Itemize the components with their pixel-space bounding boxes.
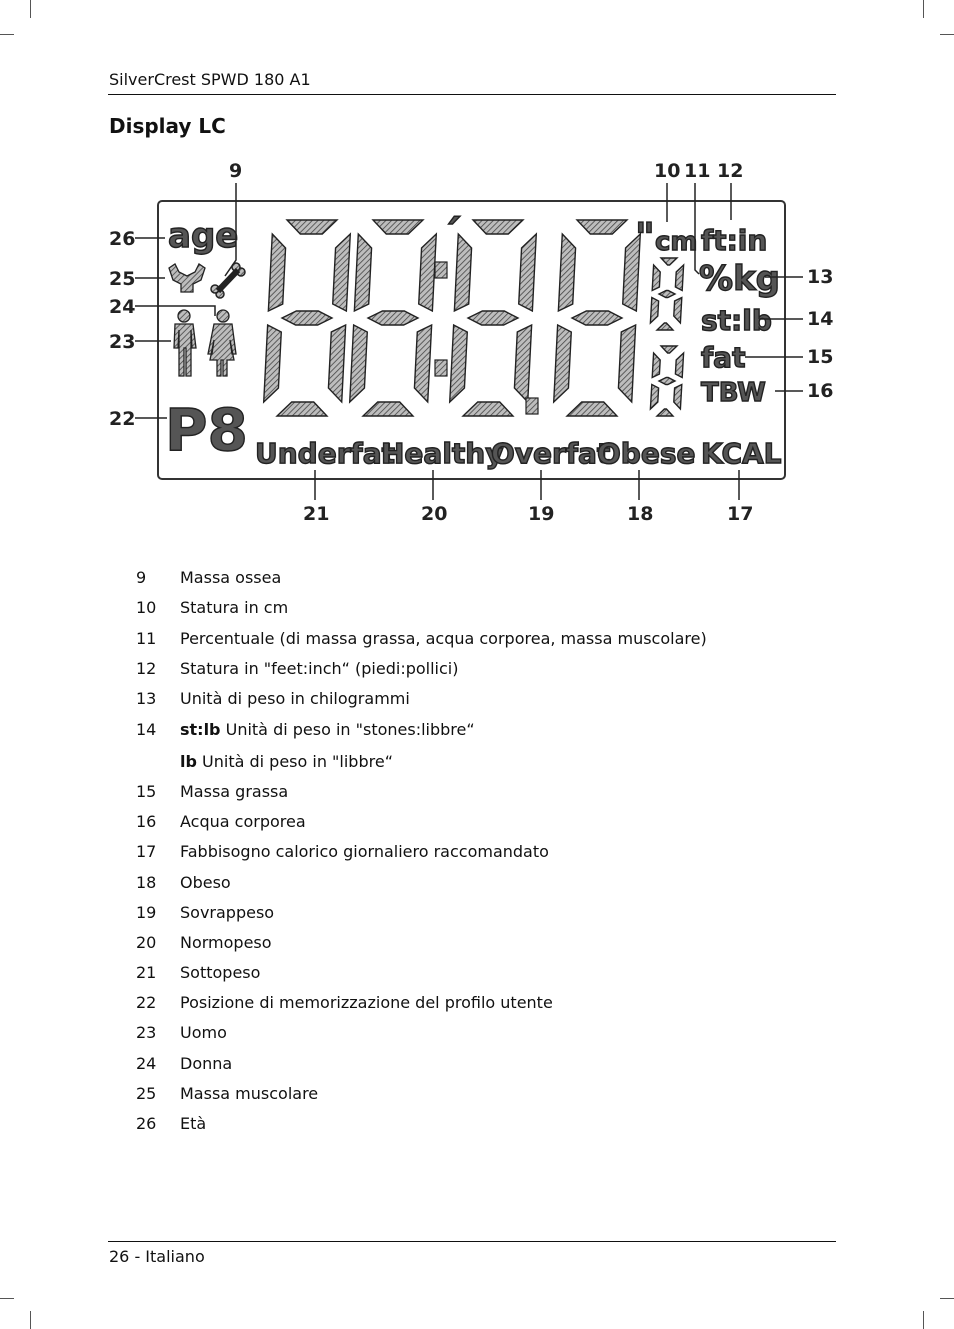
- callout-26: 26: [109, 228, 136, 250]
- lcd-diagram: [105, 150, 835, 530]
- crop-mark: [30, 0, 31, 18]
- lcd-segment: [373, 220, 423, 234]
- lcd-segment: [419, 234, 437, 311]
- lcd-segment: [657, 323, 673, 330]
- indicator-stlb: st:lb: [701, 304, 772, 337]
- man-icon: [174, 310, 196, 376]
- lcd-segment: [287, 220, 337, 234]
- lcd-segment: [328, 325, 345, 402]
- lcd-segment: [519, 234, 537, 311]
- lcd-segment: [473, 220, 523, 234]
- lcd-segment: [618, 325, 635, 402]
- lcd-segment: [354, 234, 371, 311]
- lcd-segment: [675, 353, 683, 378]
- callout-19: 19: [528, 503, 555, 525]
- crop-mark: [0, 1298, 14, 1299]
- indicator-kcal: KCAL: [701, 437, 782, 470]
- callout-13: 13: [807, 266, 834, 288]
- page-number: 26 - Italiano: [109, 1247, 205, 1266]
- lcd-segment: [514, 325, 531, 402]
- small-digits: [650, 258, 683, 416]
- lcd-segment: [450, 325, 468, 402]
- indicator-age: age: [168, 216, 239, 256]
- crop-mark: [923, 0, 924, 18]
- indicator-ftin: ft:in: [701, 224, 768, 257]
- lcd-segment: [674, 385, 682, 410]
- lcd-segment: [572, 311, 622, 325]
- lcd-segment: [554, 325, 572, 402]
- muscle-icon: [169, 264, 205, 292]
- lcd-segment: [333, 234, 351, 311]
- callout-9: 9: [229, 160, 243, 182]
- lcd-segment: [264, 325, 282, 402]
- lcd-segment: [659, 291, 675, 298]
- woman-icon: [208, 310, 236, 376]
- lcd-segment: [368, 311, 418, 325]
- lcd-segment: [661, 346, 677, 353]
- callout-18: 18: [627, 503, 654, 525]
- indicator-cm: cm: [655, 227, 698, 257]
- indicator-pct-kg: %kg: [699, 259, 781, 299]
- lcd-segment: [659, 378, 675, 385]
- callout-10: 10: [654, 160, 681, 182]
- callout-15: 15: [807, 346, 834, 368]
- callout-21: 21: [303, 503, 330, 525]
- callout-23: 23: [109, 331, 136, 353]
- scale-healthy: Healthy: [381, 437, 504, 470]
- running-header: SilverCrest SPWD 180 A1: [109, 70, 311, 89]
- scale-overfat: Overfat: [491, 437, 611, 470]
- section-title: Display LC: [109, 114, 226, 138]
- bone-icon: [211, 263, 245, 298]
- crop-mark: [940, 34, 954, 35]
- header-rule: [108, 94, 836, 95]
- lcd-segment: [350, 325, 368, 402]
- indicator-profile: P8: [165, 396, 248, 464]
- lcd-segment: [567, 402, 617, 416]
- lcd-segment: [558, 234, 575, 311]
- callout-16: 16: [807, 380, 834, 402]
- callout-17: 17: [727, 503, 754, 525]
- scale-underfat: Underfat: [255, 437, 395, 470]
- scale-obese: Obese: [597, 437, 696, 470]
- lcd-segment: [463, 402, 513, 416]
- lcd-segment: [650, 298, 658, 324]
- lcd-segment: [675, 265, 683, 291]
- minute-mark: ´: [441, 211, 462, 260]
- lcd-segment: [577, 220, 627, 234]
- lcd-segment: [282, 311, 332, 325]
- lcd-segment: [657, 409, 673, 416]
- footer-rule: [108, 1241, 836, 1242]
- lcd-segment: [650, 385, 658, 410]
- lcd-segment: [652, 265, 660, 291]
- callout-12: 12: [717, 160, 744, 182]
- crop-mark: [940, 1298, 954, 1299]
- indicator-fat: fat: [701, 341, 746, 374]
- crop-mark: [923, 1311, 924, 1329]
- callout-25: 25: [109, 268, 136, 290]
- lcd-segment: [363, 402, 413, 416]
- lcd-segment: [661, 258, 677, 265]
- indicator-tbw: TBW: [701, 378, 766, 408]
- crop-mark: [30, 1311, 31, 1329]
- lcd-segment: [652, 353, 660, 378]
- inch-mark: ": [635, 215, 655, 259]
- callout-22: 22: [109, 408, 136, 430]
- callout-11: 11: [684, 160, 711, 182]
- lcd-segment: [277, 402, 327, 416]
- lcd-segment: [268, 234, 285, 311]
- callout-20: 20: [421, 503, 448, 525]
- crop-mark: [0, 34, 14, 35]
- lcd-segment: [414, 325, 431, 402]
- callout-14: 14: [807, 308, 834, 330]
- lcd-segment: [468, 311, 518, 325]
- callout-24: 24: [109, 296, 136, 318]
- lcd-segment: [674, 298, 682, 324]
